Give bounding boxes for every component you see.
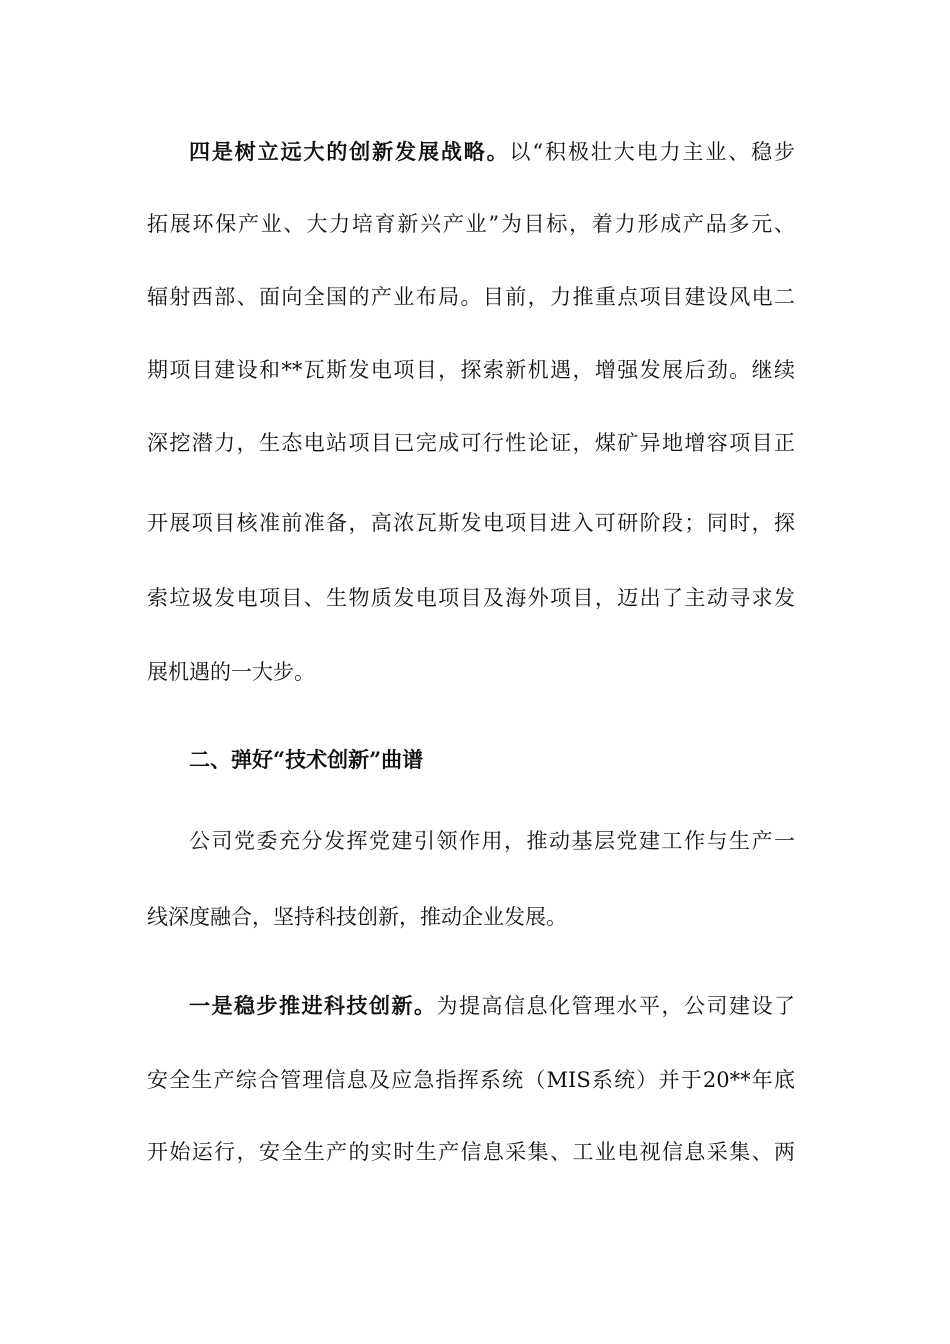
- paragraph-1-line-1: [189, 134, 795, 170]
- paragraph-1-line-8: 展机遇的一大步。: [147, 660, 315, 684]
- paragraph-3-lead: 一是稳步推进科技创新。: [189, 993, 437, 1018]
- paragraph-3-line-3: 开始运行，安全生产的实时生产信息采集、工业电视信息采集、两: [147, 1140, 795, 1164]
- paragraph-1-line-6: 开展项目核准前准备，高浓瓦斯发电项目进入可研阶段；同时，探: [147, 511, 795, 535]
- paragraph-1-line-1-text: 以“积极壮大电力主业、稳步: [509, 140, 795, 164]
- paragraph-1-line-3: 辐射西部、面向全国的产业布局。目前，力推重点项目建设风电二: [147, 285, 795, 309]
- paragraph-1-line-2: 拓展环保产业、大力培育新兴产业”为目标，着力形成产品多元、: [147, 212, 795, 236]
- paragraph-1-line-7: 索垃圾发电项目、生物质发电项目及海外项目，迈出了主动寻求发: [147, 586, 795, 610]
- paragraph-1-line-4: 期项目建设和**瓦斯发电项目，探索新机遇，增强发展后劲。继续: [147, 358, 795, 382]
- paragraph-1-lead: 四是树立远大的创新发展战略。: [189, 139, 510, 164]
- paragraph-2-line-2: 线深度融合，坚持科技创新，推动企业发展。: [147, 905, 567, 929]
- paragraph-3-line-1: [189, 988, 795, 1024]
- section-heading-2: 二、弹好“技术创新”曲谱: [189, 747, 424, 772]
- paragraph-2-line-1: 公司党委充分发挥党建引领作用，推动基层党建工作与生产一: [189, 829, 795, 853]
- paragraph-1-line-5: 深挖潜力，生态电站项目已完成可行性论证，煤矿异地增容项目正: [147, 431, 795, 455]
- paragraph-3-line-1-text: 为提高信息化管理水平，公司建设了: [436, 994, 795, 1018]
- paragraph-3-line-2: 安全生产综合管理信息及应急指挥系统（MIS系统）并于20**年底: [147, 1068, 795, 1092]
